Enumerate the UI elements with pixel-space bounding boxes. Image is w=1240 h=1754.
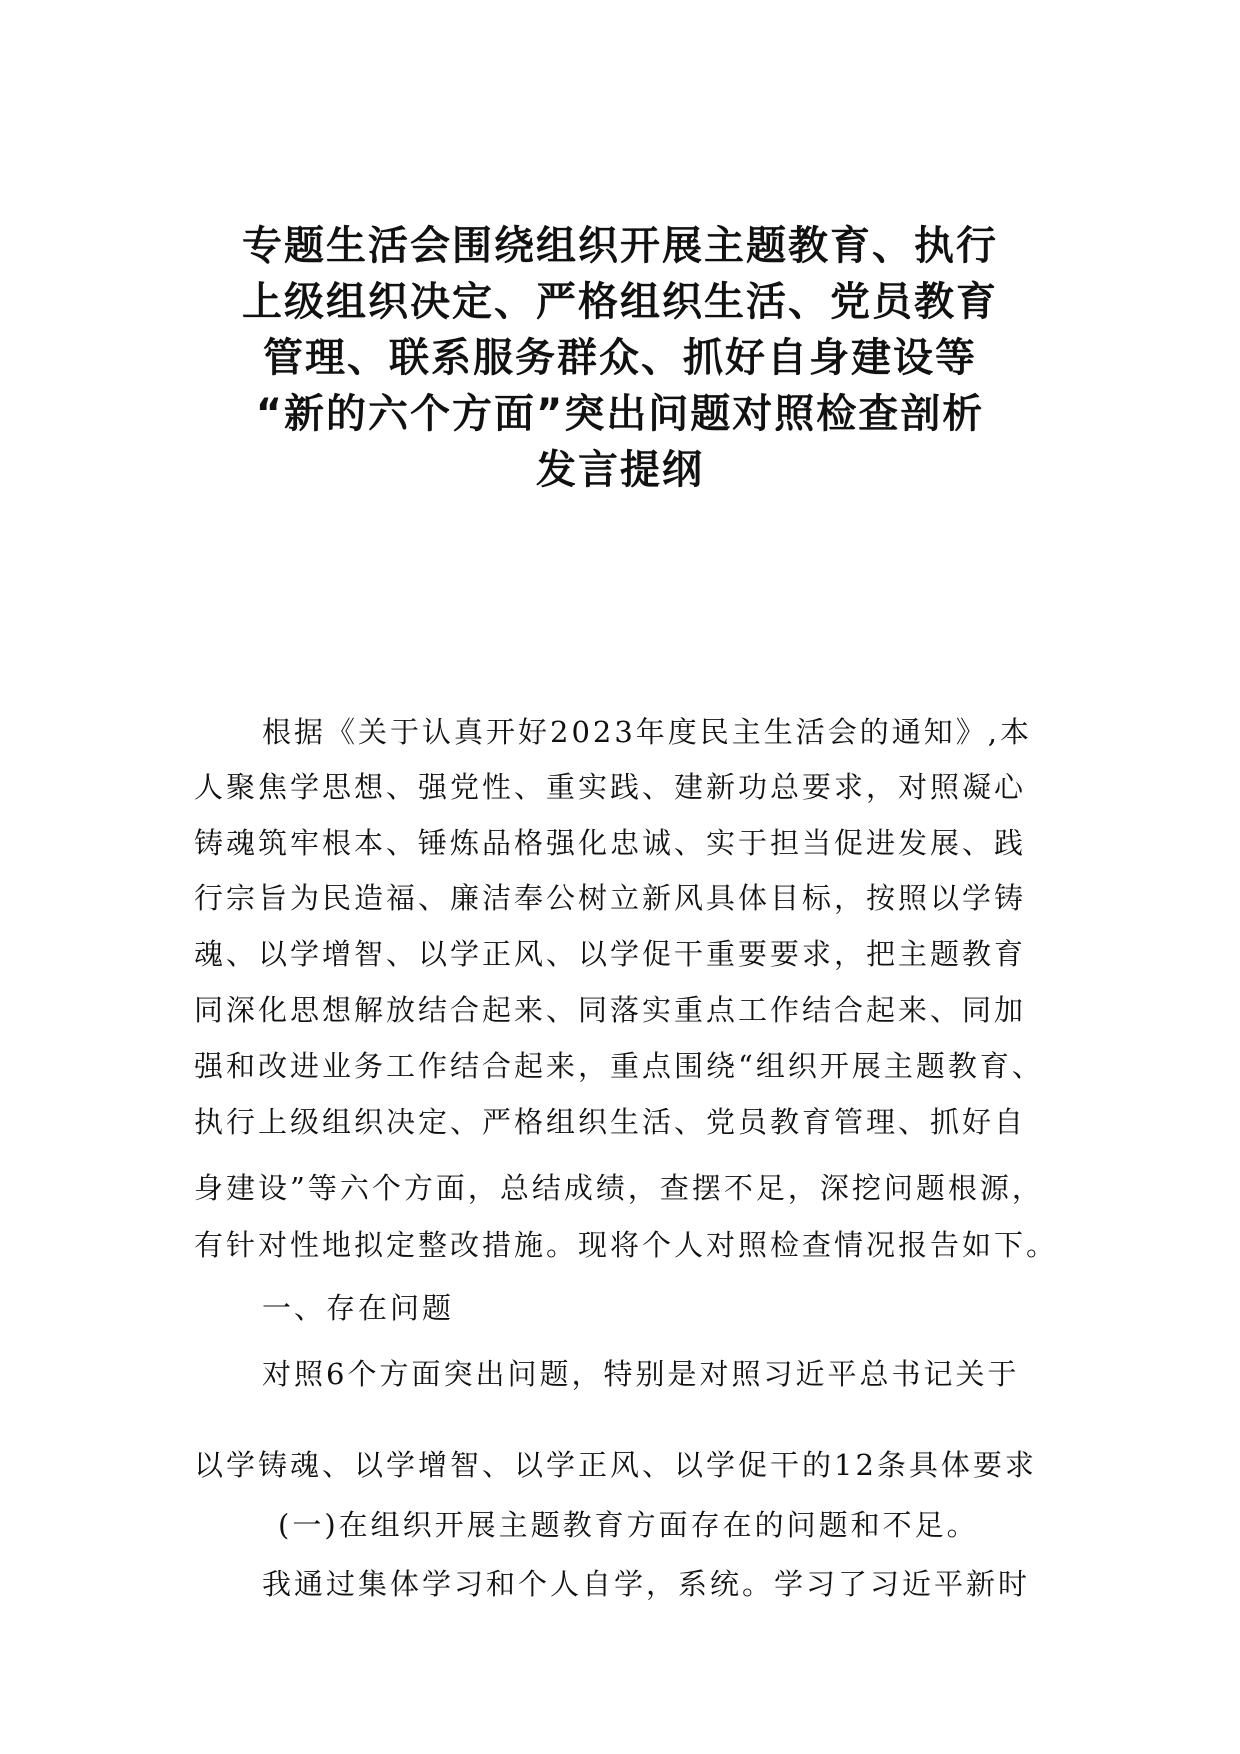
document-title [150,218,1090,498]
subsection-heading: (一)在组织开展主题教育方面存在的问题和不足。 [278,1508,979,1542]
body-line: 以学铸魂、以学增智、以学正风、以学促干的12条具体要求 [194,1448,1037,1482]
body-line: 对照6个方面突出问题，特别是对照习近平总书记关于 [262,1357,1020,1391]
body-line: 有针对性地拟定整改措施。现将个人对照检查情况报告如下。 [194,1228,1059,1262]
title-line: 专题生活会围绕组织开展主题教育、执行 [242,223,998,269]
body-line: 身建设”等六个方面，总结成绩，查摆不足，深挖问题根源， [194,1171,1044,1205]
body-line: 铸魂筑牢根本、锤炼品格强化忠诚、实于担当促进发展、践 [194,826,1027,860]
title-line: 管理、联系服务群众、抓好自身建设等 [263,335,977,381]
body-line: 魂、以学增智、以学正风、以学促干重要要求，把主题教育 [194,937,1027,971]
body-line: 强和改进业务工作结合起来，重点围绕“组织开展主题教育、 [194,1049,1044,1083]
body-line: 同深化思想解放结合起来、同落实重点工作结合起来、同加 [194,993,1027,1027]
body-line: 行宗旨为民造福、廉洁奉公树立新风具体目标，按照以学铸 [194,881,1027,915]
title-line: 上级组织决定、严格组织生活、党员教育 [242,279,998,325]
title-line: “新的六个方面”突出问题对照检查剖析 [255,391,985,437]
section-heading: 一、存在问题 [262,1291,455,1325]
body-line: 执行上级组织决定、严格组织生活、党员教育管理、抓好自 [194,1105,1027,1139]
body-line: 人聚焦学思想、强党性、重实践、建新功总要求，对照凝心 [194,770,1027,804]
body-line: 根据《关于认真开好2023年度民主生活会的通知》,本 [262,715,1033,749]
body-line: 我通过集体学习和个人自学，系统。学习了习近平新时 [262,1567,1031,1601]
title-line: 发言提纲 [536,447,704,493]
